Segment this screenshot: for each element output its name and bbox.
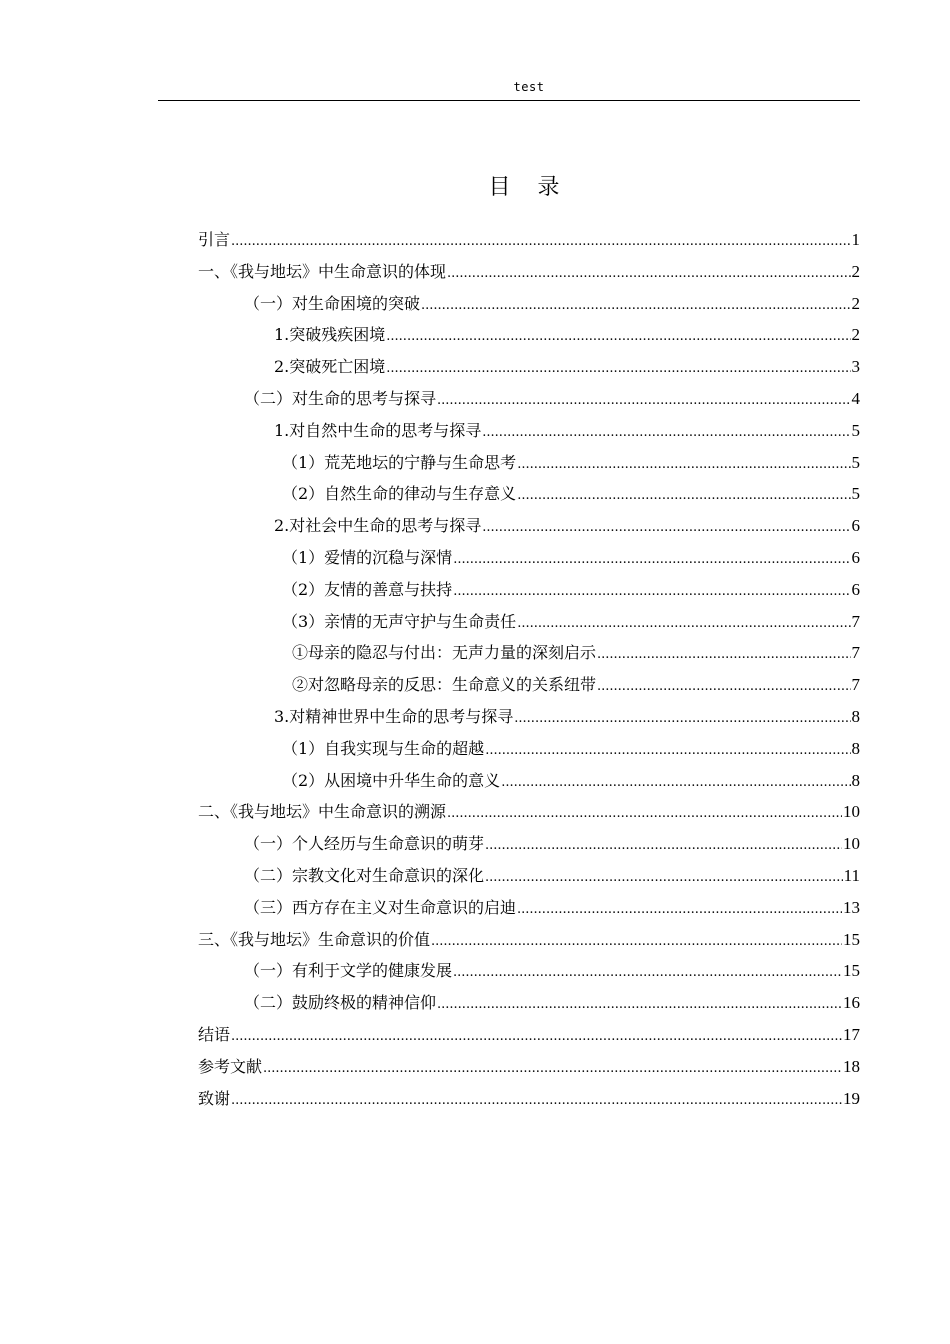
toc-leader-dots <box>447 798 842 830</box>
toc-entry[interactable] <box>198 447 860 479</box>
toc-entry-label: 2.突破死亡困境 <box>274 357 386 377</box>
toc-entry[interactable] <box>198 701 860 733</box>
toc-title: 目 录 <box>488 175 570 200</box>
toc-entry-page-number: 8 <box>851 738 860 758</box>
toc-entry-page-number: 15 <box>843 929 860 949</box>
toc-entry[interactable] <box>198 765 860 797</box>
toc-entry[interactable] <box>198 351 860 383</box>
toc-entry-page-number: 3 <box>851 357 860 377</box>
toc-entry-label: 3.对精神世界中生命的思考与探寻 <box>274 706 514 726</box>
toc-entry-page-number: 18 <box>843 1056 860 1076</box>
toc-entry-label: ①母亲的隐忍与付出：无声力量的深刻启示 <box>292 643 597 663</box>
toc-entry-label: （2）友情的善意与扶持 <box>282 579 453 599</box>
toc-entry-label: （二）宗教文化对生命意识的深化 <box>244 865 485 885</box>
toc-entry-label: （二）对生命的思考与探寻 <box>244 388 437 408</box>
toc-entry[interactable] <box>198 796 860 828</box>
toc-leader-dots <box>482 512 850 544</box>
toc-leader-dots <box>514 703 850 735</box>
toc-entry-label: （1）自我实现与生命的超越 <box>282 738 485 758</box>
toc-entry-page-number: 17 <box>843 1024 860 1044</box>
toc-entry-label: 一、《我与地坛》中生命意识的体现 <box>198 261 447 281</box>
toc-entry-page-number: 7 <box>851 675 860 695</box>
toc-leader-dots <box>597 639 850 671</box>
toc-entry-label: 二、《我与地坛》中生命意识的溯源 <box>198 802 447 822</box>
toc-entry[interactable] <box>198 1019 860 1051</box>
toc-entry-page-number: 11 <box>843 865 860 885</box>
toc-leader-dots <box>231 1085 842 1117</box>
toc-entry-page-number: 8 <box>851 706 860 726</box>
toc-entry-page-number: 13 <box>843 897 860 917</box>
toc-entry[interactable] <box>198 606 860 638</box>
toc-leader-dots <box>421 290 850 322</box>
toc-entry-label: ②对忽略母亲的反思：生命意义的关系纽带 <box>292 675 597 695</box>
toc-entry-page-number: 7 <box>851 611 860 631</box>
toc-entry-label: 参考文献 <box>198 1056 263 1076</box>
toc-entry-page-number: 10 <box>843 802 860 822</box>
toc-entry[interactable] <box>198 574 860 606</box>
toc-entry-label: 1.突破残疾困境 <box>274 325 386 345</box>
toc-leader-dots <box>453 544 850 576</box>
toc-leader-dots <box>263 1053 842 1085</box>
toc-leader-dots <box>501 767 850 799</box>
header-rule <box>158 100 860 101</box>
toc-entry-page-number: 16 <box>843 993 860 1013</box>
toc-leader-dots <box>485 862 843 894</box>
toc-entry-label: 三、《我与地坛》生命意识的价值 <box>198 929 431 949</box>
toc-leader-dots <box>386 353 850 385</box>
toc-leader-dots <box>485 830 842 862</box>
toc-entry[interactable] <box>198 383 860 415</box>
toc-entry[interactable] <box>198 987 860 1019</box>
toc-entry-label: （1）爱情的沉稳与深情 <box>282 547 453 567</box>
toc-entry-page-number: 8 <box>851 770 860 790</box>
toc-entry-label: （二）鼓励终极的精神信仰 <box>244 993 437 1013</box>
toc-entry-label: （1）荒芜地坛的宁静与生命思考 <box>282 452 517 472</box>
toc-entry-page-number: 4 <box>851 388 860 408</box>
toc-entry[interactable] <box>198 828 860 860</box>
toc-entry-page-number: 19 <box>843 1088 860 1108</box>
toc-leader-dots <box>231 226 850 258</box>
toc-entry-page-number: 1 <box>851 230 860 249</box>
toc-leader-dots <box>517 480 850 512</box>
toc-entry-label: 结语 <box>198 1024 231 1044</box>
toc-entry[interactable] <box>198 924 860 956</box>
toc-entry-page-number: 2 <box>851 261 860 281</box>
toc-entry[interactable] <box>198 415 860 447</box>
toc-leader-dots <box>597 671 850 703</box>
toc-leader-dots <box>517 449 850 481</box>
toc-leader-dots <box>437 385 850 417</box>
toc-entry-label: 1.对自然中生命的思考与探寻 <box>274 420 482 440</box>
toc-entry[interactable] <box>198 542 860 574</box>
toc-leader-dots <box>386 321 850 353</box>
toc-leader-dots <box>231 1021 842 1053</box>
toc-entry[interactable] <box>198 319 860 351</box>
toc-entry[interactable] <box>198 224 860 256</box>
toc-entry-page-number: 5 <box>851 420 860 440</box>
toc-entry[interactable] <box>198 733 860 765</box>
toc-entry[interactable] <box>198 669 860 701</box>
toc-entry-page-number: 5 <box>851 484 860 504</box>
toc-entry-page-number: 6 <box>851 547 860 567</box>
toc-leader-dots <box>453 957 842 989</box>
toc-entry[interactable] <box>198 510 860 542</box>
toc-entry[interactable] <box>198 288 860 320</box>
toc-entry[interactable] <box>198 1051 860 1083</box>
toc-leader-dots <box>517 894 842 926</box>
toc-entry-label: 2.对社会中生命的思考与探寻 <box>274 516 482 536</box>
toc-leader-dots <box>453 576 850 608</box>
toc-entry-page-number: 10 <box>843 834 860 854</box>
toc-entry-page-number: 6 <box>851 516 860 536</box>
toc-entry-label: （三）西方存在主义对生命意识的启迪 <box>244 897 517 917</box>
toc-entry-label: 致谢 <box>198 1088 231 1108</box>
toc-entry-page-number: 5 <box>851 452 860 472</box>
page-header: test <box>513 80 545 94</box>
toc-leader-dots <box>485 735 850 767</box>
toc-leader-dots <box>437 989 842 1021</box>
toc-entry-page-number: 7 <box>851 643 860 663</box>
toc-entry-page-number: 6 <box>851 579 860 599</box>
toc-entry-label: （3）亲情的无声守护与生命责任 <box>282 611 517 631</box>
toc-leader-dots <box>482 417 850 449</box>
toc-leader-dots <box>447 258 850 290</box>
toc-entry[interactable] <box>198 860 860 892</box>
toc-entry-label: （一）有利于文学的健康发展 <box>244 961 453 981</box>
toc-leader-dots <box>517 608 850 640</box>
toc-entry[interactable] <box>198 892 860 924</box>
toc-entry-label: （2）从困境中升华生命的意义 <box>282 770 501 790</box>
toc-entry[interactable] <box>198 955 860 987</box>
toc-entry[interactable] <box>198 478 860 510</box>
toc-leader-dots <box>431 926 842 958</box>
toc-entry-page-number: 2 <box>851 293 860 313</box>
toc-entry-label: （2）自然生命的律动与生存意义 <box>282 484 517 504</box>
table-of-contents <box>198 224 860 1114</box>
toc-entry[interactable] <box>198 637 860 669</box>
toc-entry-page-number: 2 <box>851 325 860 345</box>
toc-entry-page-number: 15 <box>843 961 860 981</box>
toc-entry[interactable] <box>198 1083 860 1115</box>
toc-entry[interactable] <box>198 256 860 288</box>
toc-entry-label: （一）对生命困境的突破 <box>244 293 421 313</box>
toc-entry-label: 引言 <box>198 230 231 249</box>
toc-entry-label: （一）个人经历与生命意识的萌芽 <box>244 834 485 854</box>
